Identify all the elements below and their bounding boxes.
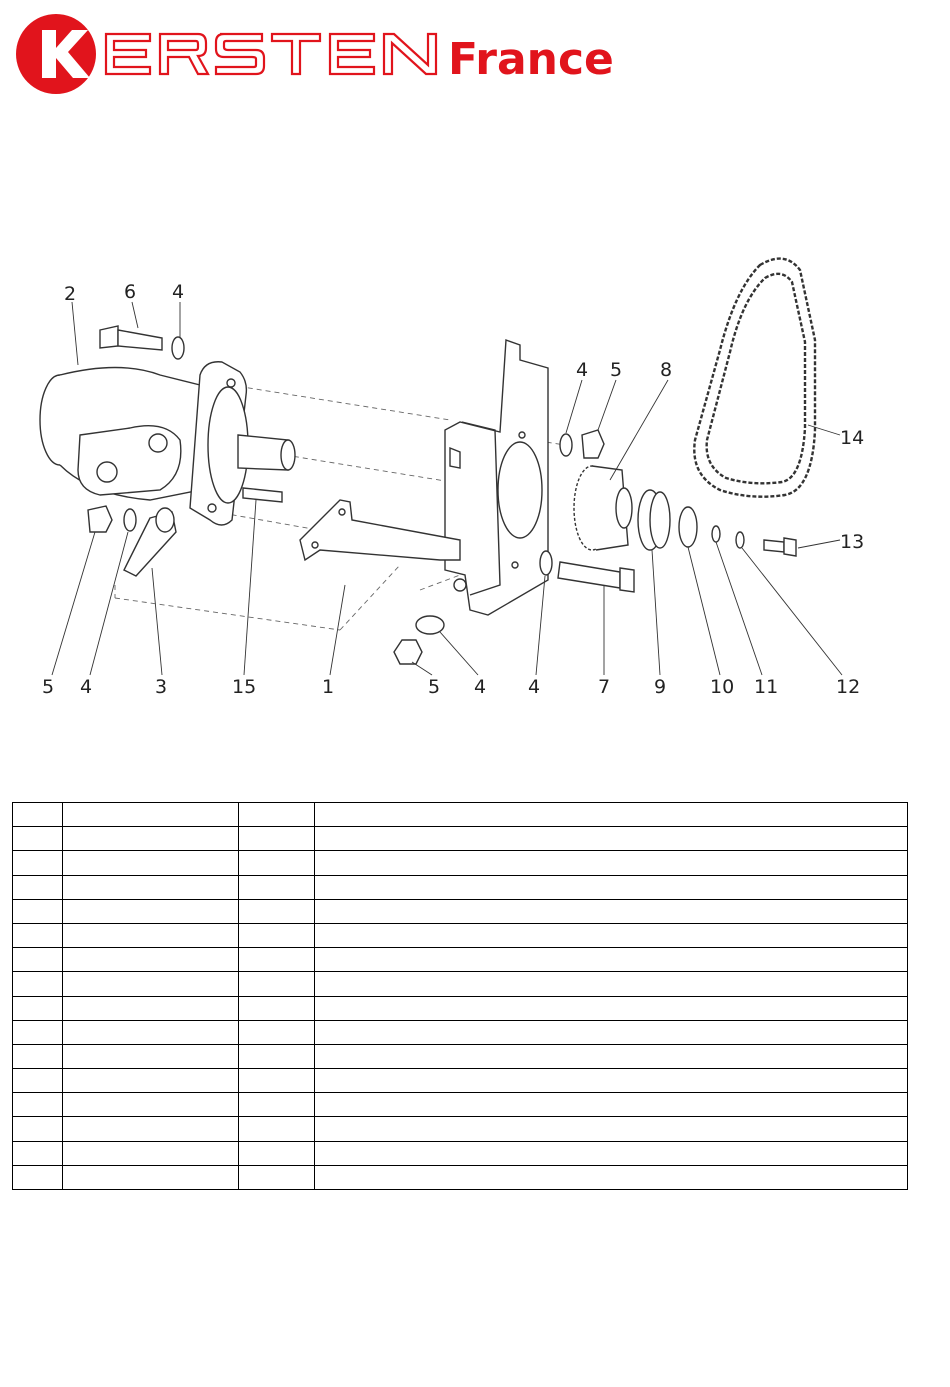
callout-14: 14	[840, 427, 865, 449]
table-cell	[315, 899, 908, 923]
table-row	[13, 1117, 908, 1141]
table-cell	[239, 1044, 315, 1068]
callout-5b: 5	[42, 676, 55, 698]
table-cell	[315, 1020, 908, 1044]
table-cell	[315, 972, 908, 996]
table-cell	[239, 899, 315, 923]
table-cell	[63, 923, 239, 947]
table-cell	[63, 996, 239, 1020]
roller-chain	[694, 259, 815, 497]
table-row	[13, 1165, 908, 1189]
table-cell	[13, 851, 63, 875]
parts-list-table	[12, 802, 908, 1190]
table-cell	[13, 1069, 63, 1093]
table-cell	[239, 803, 315, 827]
callout-13: 13	[840, 531, 865, 553]
callout-4d: 4	[474, 676, 487, 698]
callout-10: 10	[710, 676, 735, 698]
table-row	[13, 948, 908, 972]
mounting-bracket	[300, 340, 548, 615]
table-cell	[63, 851, 239, 875]
table-row	[13, 1044, 908, 1068]
table-cell	[239, 1141, 315, 1165]
table-cell	[315, 1044, 908, 1068]
table-cell	[239, 1020, 315, 1044]
table-cell	[315, 875, 908, 899]
exploded-parts-drawing	[0, 190, 950, 750]
table-cell	[239, 1117, 315, 1141]
table-cell	[63, 803, 239, 827]
table-cell	[239, 923, 315, 947]
callout-4a: 4	[172, 281, 185, 303]
table-cell	[239, 996, 315, 1020]
table-cell	[63, 1020, 239, 1044]
callout-15: 15	[232, 676, 257, 698]
table-cell	[239, 1069, 315, 1093]
table-cell	[13, 1020, 63, 1044]
table-cell	[13, 923, 63, 947]
table-cell	[13, 803, 63, 827]
table-cell	[315, 948, 908, 972]
table-cell	[315, 996, 908, 1020]
table-cell	[63, 972, 239, 996]
table-cell	[239, 948, 315, 972]
callout-2: 2	[64, 283, 77, 305]
table-cell	[63, 1044, 239, 1068]
table-cell	[13, 1117, 63, 1141]
table-row	[13, 1020, 908, 1044]
table-cell	[63, 1165, 239, 1189]
callout-9: 9	[654, 676, 667, 698]
callout-4b: 4	[576, 359, 589, 381]
table-cell	[315, 827, 908, 851]
table-cell	[63, 948, 239, 972]
table-cell	[239, 1093, 315, 1117]
table-cell	[63, 899, 239, 923]
table-cell	[315, 1117, 908, 1141]
table-cell	[63, 1117, 239, 1141]
logo-suffix: France	[448, 34, 614, 85]
table-cell	[63, 1069, 239, 1093]
table-cell	[63, 827, 239, 851]
table-cell	[13, 1044, 63, 1068]
table-row	[13, 1141, 908, 1165]
table-cell	[13, 996, 63, 1020]
callout-8: 8	[660, 359, 673, 381]
table-cell	[13, 948, 63, 972]
table-cell	[239, 851, 315, 875]
table-row	[13, 875, 908, 899]
table-cell	[13, 827, 63, 851]
table-cell	[239, 1165, 315, 1189]
table-cell	[13, 899, 63, 923]
motor-body	[40, 368, 200, 501]
table-row	[13, 899, 908, 923]
table-cell	[315, 803, 908, 827]
table-cell	[239, 875, 315, 899]
table-cell	[13, 1093, 63, 1117]
table-row	[13, 851, 908, 875]
callout-11: 11	[754, 676, 779, 698]
table-row	[13, 972, 908, 996]
table-cell	[315, 923, 908, 947]
table-cell	[13, 1141, 63, 1165]
table-cell	[239, 827, 315, 851]
table-row	[13, 1093, 908, 1117]
table-cell	[315, 1141, 908, 1165]
callout-4e: 4	[528, 676, 541, 698]
callout-5a: 5	[610, 359, 623, 381]
table-row	[13, 803, 908, 827]
sprocket	[574, 466, 632, 550]
table-cell	[239, 972, 315, 996]
table-cell	[13, 875, 63, 899]
callout-4c: 4	[80, 676, 93, 698]
table-cell	[63, 1093, 239, 1117]
table-cell	[315, 1069, 908, 1093]
table-cell	[315, 1093, 908, 1117]
table-cell	[63, 1141, 239, 1165]
callout-12: 12	[836, 676, 861, 698]
table-row	[13, 996, 908, 1020]
table-cell	[63, 875, 239, 899]
table-cell	[13, 972, 63, 996]
table-row	[13, 1069, 908, 1093]
callout-1: 1	[322, 676, 335, 698]
callout-6: 6	[124, 281, 137, 303]
table-row	[13, 827, 908, 851]
table-cell	[315, 851, 908, 875]
table-cell	[13, 1165, 63, 1189]
callout-7: 7	[598, 676, 611, 698]
company-logo	[14, 8, 624, 98]
table-row	[13, 923, 908, 947]
callout-5c: 5	[428, 676, 441, 698]
callout-3: 3	[155, 676, 168, 698]
table-cell	[315, 1165, 908, 1189]
